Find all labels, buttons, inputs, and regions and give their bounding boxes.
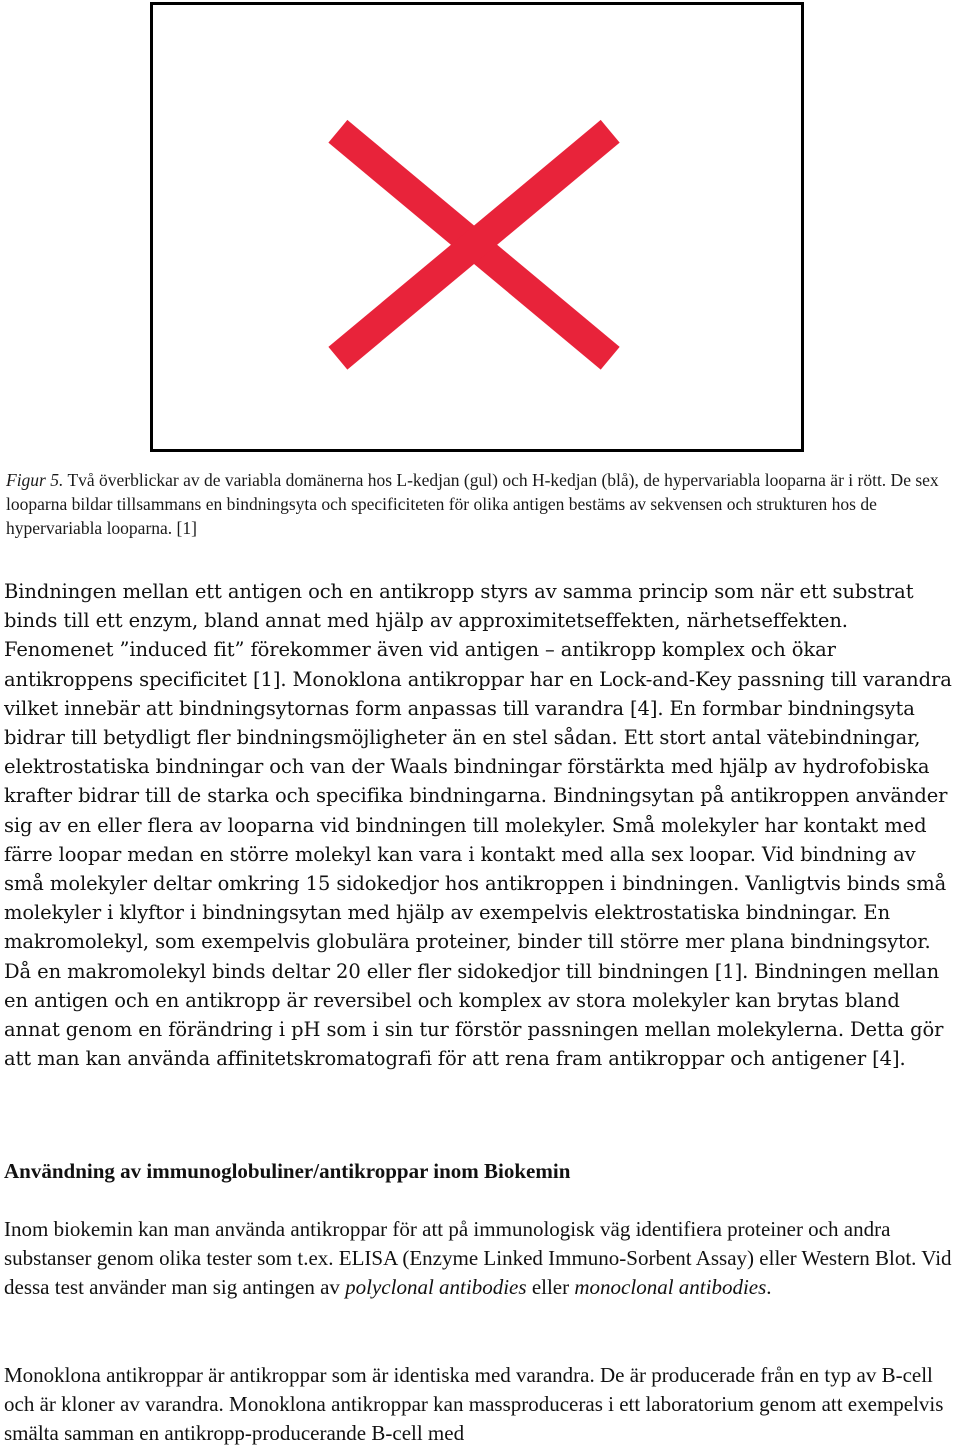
term-monoclonal: monoclonal antibodies <box>574 1275 767 1299</box>
paragraph-text-part: eller <box>526 1275 575 1299</box>
section-heading: Användning av immunoglobuliner/antikroppar inom Biokemin <box>4 1159 571 1183</box>
caption-label: Figur 5. <box>6 470 64 490</box>
caption-text: Två överblickar av de variabla domänerna hos L-kedjan (gul) och H-kedjan (blå), de hypervariabla looparna är i rött. De sex looparna bildar tillsammans en bindningsyta och specificiteten för olika antigen bestäms av sekvensen och strukturen hos de hypervariabla looparna. [1] <box>6 470 939 538</box>
term-polyclonal: polyclonal antibodies <box>345 1275 527 1299</box>
paragraph-antigen-binding: Bindningen mellan ett antigen och en antikropp styrs av samma princip som när ett substrat binds till ett enzym, bland annat med hjälp av approximitetseffekten, närhetseffekten. Fenomenet ”induced fit” förekommer även vid antigen – antikropp komplex och ökar antikroppens specificitet [1]. Monoklona antikroppar har en Lock-and-Key passning till varandra vilket innebär att bindningsytornas form anpassas till varandra [4]. En formbar bindningsyta bidrar till betydligt fler bindningsmöjligheter än en stel sådan. Ett stort antal vätebindningar, elektrostatiska bindningar och van der Waals bindningar förstärkta med hjälp av hydrofobiska krafter bidrar till de starka och specifika bindningarna. Bindningsytan på antikroppen använder sig av en eller flera av looparna vid bindningen till molekyler. Små molekyler har kontakt med färre loopar medan en större molekyl kan vara i kontakt med alla sex loopar. Vid bindning av små molekyler deltar omkring 15 sidokedjor hos antikroppen i bindningen. Vanligtvis binds små molekyler i klyftor i bindningsytan med hjälp av exempelvis elektrostatiska bindningar. En makromolekyl, som exempelvis globulära proteiner, binder till större mer plana bindningsytor. Då en makromolekyl binds deltar 20 eller fler sidokedjor till bindningen [1]. Bindningen mellan en antigen och en antikropp är reversibel och komplex av stora molekyler kan brytas bland annat genom en förändring i pH som i sin tur förstör passningen mellan molekylerna. Detta gör att man kan använda affinitetskromatografi för att rena fram antikroppar och antigener [4]. <box>4 580 952 1071</box>
paragraph-monoclonal: Monoklona antikroppar är antikroppar som är identiska med varandra. De är producerade från en typ av B-cell och är kloner av varandra. Monoklona antikroppar kan massproduceras i ett laboratorium genom att exempelvis smälta samman en antikropp-producerande B-cell med <box>4 1363 944 1445</box>
paragraph-text-part: . <box>766 1275 772 1299</box>
paragraph-text-part: Inom biokemin kan man använda antikroppar för att på immunologisk väg identifiera proteiner och andra substanser genom olika tester som t.ex. ELISA (Enzyme Linked Immuno-Sorbent Assay) eller Western Blot. Vid dessa test använder man sig antingen av <box>4 1217 952 1299</box>
figure-image-placeholder <box>150 2 804 452</box>
paragraph-biochem-usage <box>4 1215 956 1302</box>
red-x-icon <box>153 5 801 449</box>
figure-caption <box>6 468 954 540</box>
